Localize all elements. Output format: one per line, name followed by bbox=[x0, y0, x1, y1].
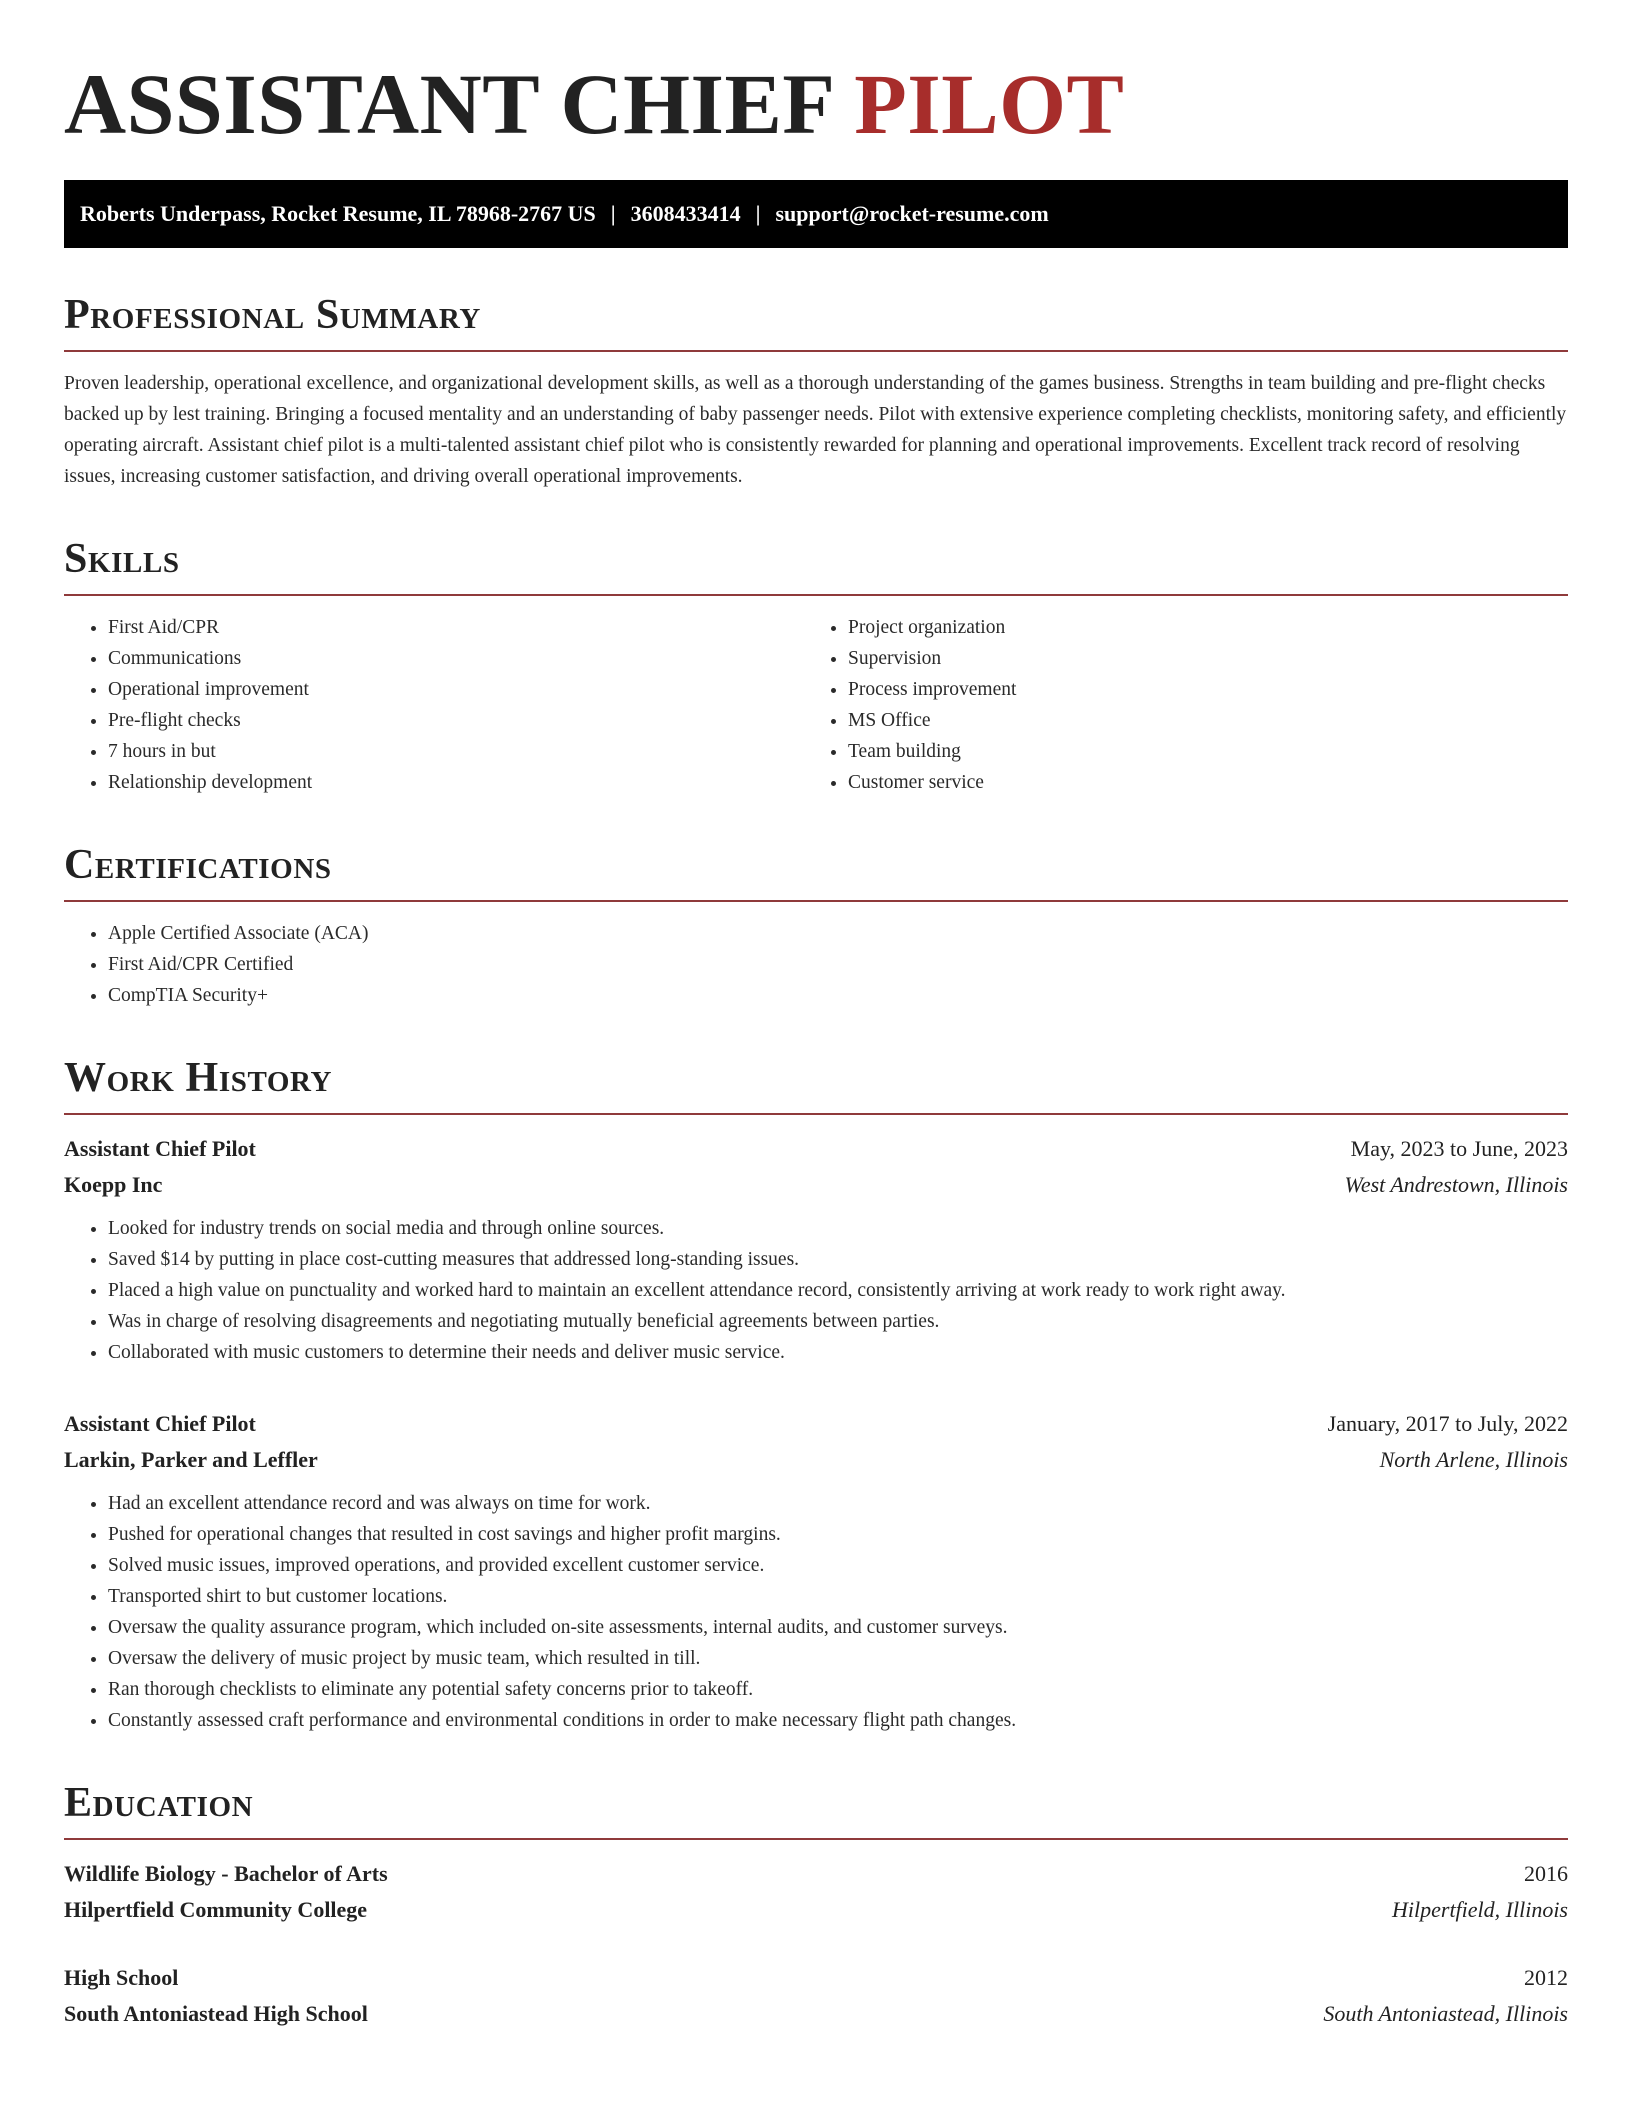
title-main: ASSISTANT CHIEF bbox=[64, 56, 833, 152]
education-year: 2012 bbox=[1524, 1965, 1568, 1990]
job-bullets bbox=[64, 1488, 1568, 1736]
education-degree: Wildlife Biology - Bachelor of Arts bbox=[64, 1861, 388, 1886]
certification-item: • Apple Certified Associate (ACA) bbox=[108, 918, 1568, 949]
education-school: South Antoniastead High School bbox=[64, 2001, 368, 2026]
job-company: Koepp Inc bbox=[64, 1172, 163, 1197]
education-degree-row bbox=[64, 1960, 1568, 1996]
contact-phone: 3608433414 bbox=[630, 201, 741, 226]
work-history-section bbox=[64, 1055, 1568, 1736]
education-school: Hilpertfield Community College bbox=[64, 1897, 368, 1922]
education-section bbox=[64, 1780, 1568, 2032]
job-company-row bbox=[64, 1442, 1568, 1478]
skills-section bbox=[64, 536, 1568, 798]
education-degree: High School bbox=[64, 1965, 179, 1990]
job-bullet: • Placed a high value on punctuality and worked hard to maintain an excellent attendance record, consistently arriving at work ready to work right away. bbox=[108, 1275, 1568, 1306]
education-location: South Antoniastead, Illinois bbox=[1323, 2001, 1568, 2026]
job-title-row bbox=[64, 1406, 1568, 1442]
education-entry bbox=[64, 1960, 1568, 2032]
job-entry bbox=[64, 1131, 1568, 1368]
job-title: Assistant Chief Pilot bbox=[64, 1411, 256, 1436]
education-entry bbox=[64, 1856, 1568, 1928]
job-dates: May, 2023 to June, 2023 bbox=[1350, 1136, 1568, 1161]
education-year: 2016 bbox=[1524, 1861, 1568, 1886]
job-bullet: • Pushed for operational changes that resulted in cost savings and higher profit margins. bbox=[108, 1519, 1568, 1550]
certification-item: • First Aid/CPR Certified bbox=[108, 949, 1568, 980]
skill-item: • First Aid/CPR bbox=[108, 612, 804, 643]
education-degree-row bbox=[64, 1856, 1568, 1892]
job-bullet: • Looked for industry trends on social media and through online sources. bbox=[108, 1213, 1568, 1244]
certifications-section bbox=[64, 842, 1568, 1011]
contact-address: Roberts Underpass, Rocket Resume, IL 78968-2767 US bbox=[80, 201, 596, 226]
skill-item: • Customer service bbox=[848, 767, 1568, 798]
job-dates: January, 2017 to July, 2022 bbox=[1327, 1411, 1568, 1436]
skills-heading: Skills bbox=[64, 536, 1568, 596]
education-school-row bbox=[64, 1892, 1568, 1928]
job-location: North Arlene, Illinois bbox=[1379, 1447, 1568, 1472]
summary-heading: Professional Summary bbox=[64, 292, 1568, 352]
job-title: Assistant Chief Pilot bbox=[64, 1136, 256, 1161]
skill-item: • Communications bbox=[108, 643, 804, 674]
skill-item: • Supervision bbox=[848, 643, 1568, 674]
skill-item: • Project organization bbox=[848, 612, 1568, 643]
job-bullet: • Had an excellent attendance record and was always on time for work. bbox=[108, 1488, 1568, 1519]
job-bullet: • Solved music issues, improved operations, and provided excellent customer service. bbox=[108, 1550, 1568, 1581]
job-bullet: • Saved $14 by putting in place cost-cutting measures that addressed long-standing issues. bbox=[108, 1244, 1568, 1275]
skills-list-left bbox=[64, 612, 804, 798]
job-bullet: • Oversaw the quality assurance program, which included on-site assessments, internal audits, and customer surveys. bbox=[108, 1612, 1568, 1643]
education-school-row bbox=[64, 1996, 1568, 2032]
skill-item: • Team building bbox=[848, 736, 1568, 767]
skill-item: • Process improvement bbox=[848, 674, 1568, 705]
contact-separator: | bbox=[755, 201, 761, 226]
contact-email: support@rocket-resume.com bbox=[775, 201, 1049, 226]
summary-text: Proven leadership, operational excellence, and organizational development skills, as well as a thorough understanding of the games business. Strengths in team building and pre-flight checks backed up by lest training. Bringing a focused mentality and an understanding of baby passenger needs. Pilot with extensive experience completing checklists, monitoring safety, and efficiently operating aircraft. Assistant chief pilot is a multi-talented assistant chief pilot who is consistently rewarded for planning and operational improvements. Excellent track record of resolving issues, increasing customer satisfaction, and driving overall operational improvements. bbox=[64, 373, 1567, 487]
education-heading: Education bbox=[64, 1780, 1568, 1840]
job-bullet: • Was in charge of resolving disagreements and negotiating mutually beneficial agreements between parties. bbox=[108, 1306, 1568, 1337]
job-location: West Andrestown, Illinois bbox=[1344, 1172, 1568, 1197]
job-bullet: • Transported shirt to but customer locations. bbox=[108, 1581, 1568, 1612]
job-company-row bbox=[64, 1167, 1568, 1203]
title-accent: PILOT bbox=[854, 56, 1125, 152]
job-bullet: • Collaborated with music customers to determine their needs and deliver music service. bbox=[108, 1337, 1568, 1368]
job-bullet: • Oversaw the delivery of music project by music team, which resulted in till. bbox=[108, 1643, 1568, 1674]
skill-item: • Operational improvement bbox=[108, 674, 804, 705]
work-history-heading: Work History bbox=[64, 1055, 1568, 1115]
job-title-row bbox=[64, 1131, 1568, 1167]
job-bullet: • Ran thorough checklists to eliminate any potential safety concerns prior to takeoff. bbox=[108, 1674, 1568, 1705]
job-company: Larkin, Parker and Leffler bbox=[64, 1447, 318, 1472]
contact-bar bbox=[64, 180, 1568, 248]
skill-item: • 7 hours in but bbox=[108, 736, 804, 767]
education-location: Hilpertfield, Illinois bbox=[1392, 1897, 1568, 1922]
contact-separator: | bbox=[610, 201, 616, 226]
certifications-heading: Certifications bbox=[64, 842, 1568, 902]
job-bullet: • Constantly assessed craft performance and environmental conditions in order to make necessary flight path changes. bbox=[108, 1705, 1568, 1736]
certification-item: • CompTIA Security+ bbox=[108, 980, 1568, 1011]
job-entry bbox=[64, 1406, 1568, 1736]
skill-item: • MS Office bbox=[848, 705, 1568, 736]
skills-grid bbox=[64, 596, 1568, 798]
certifications-list bbox=[64, 918, 1568, 1011]
skill-item: • Pre-flight checks bbox=[108, 705, 804, 736]
resume-title bbox=[64, 58, 1568, 150]
summary-section bbox=[64, 292, 1568, 492]
job-bullets bbox=[64, 1213, 1568, 1368]
skills-list-right bbox=[804, 612, 1568, 798]
skill-item: • Relationship development bbox=[108, 767, 804, 798]
